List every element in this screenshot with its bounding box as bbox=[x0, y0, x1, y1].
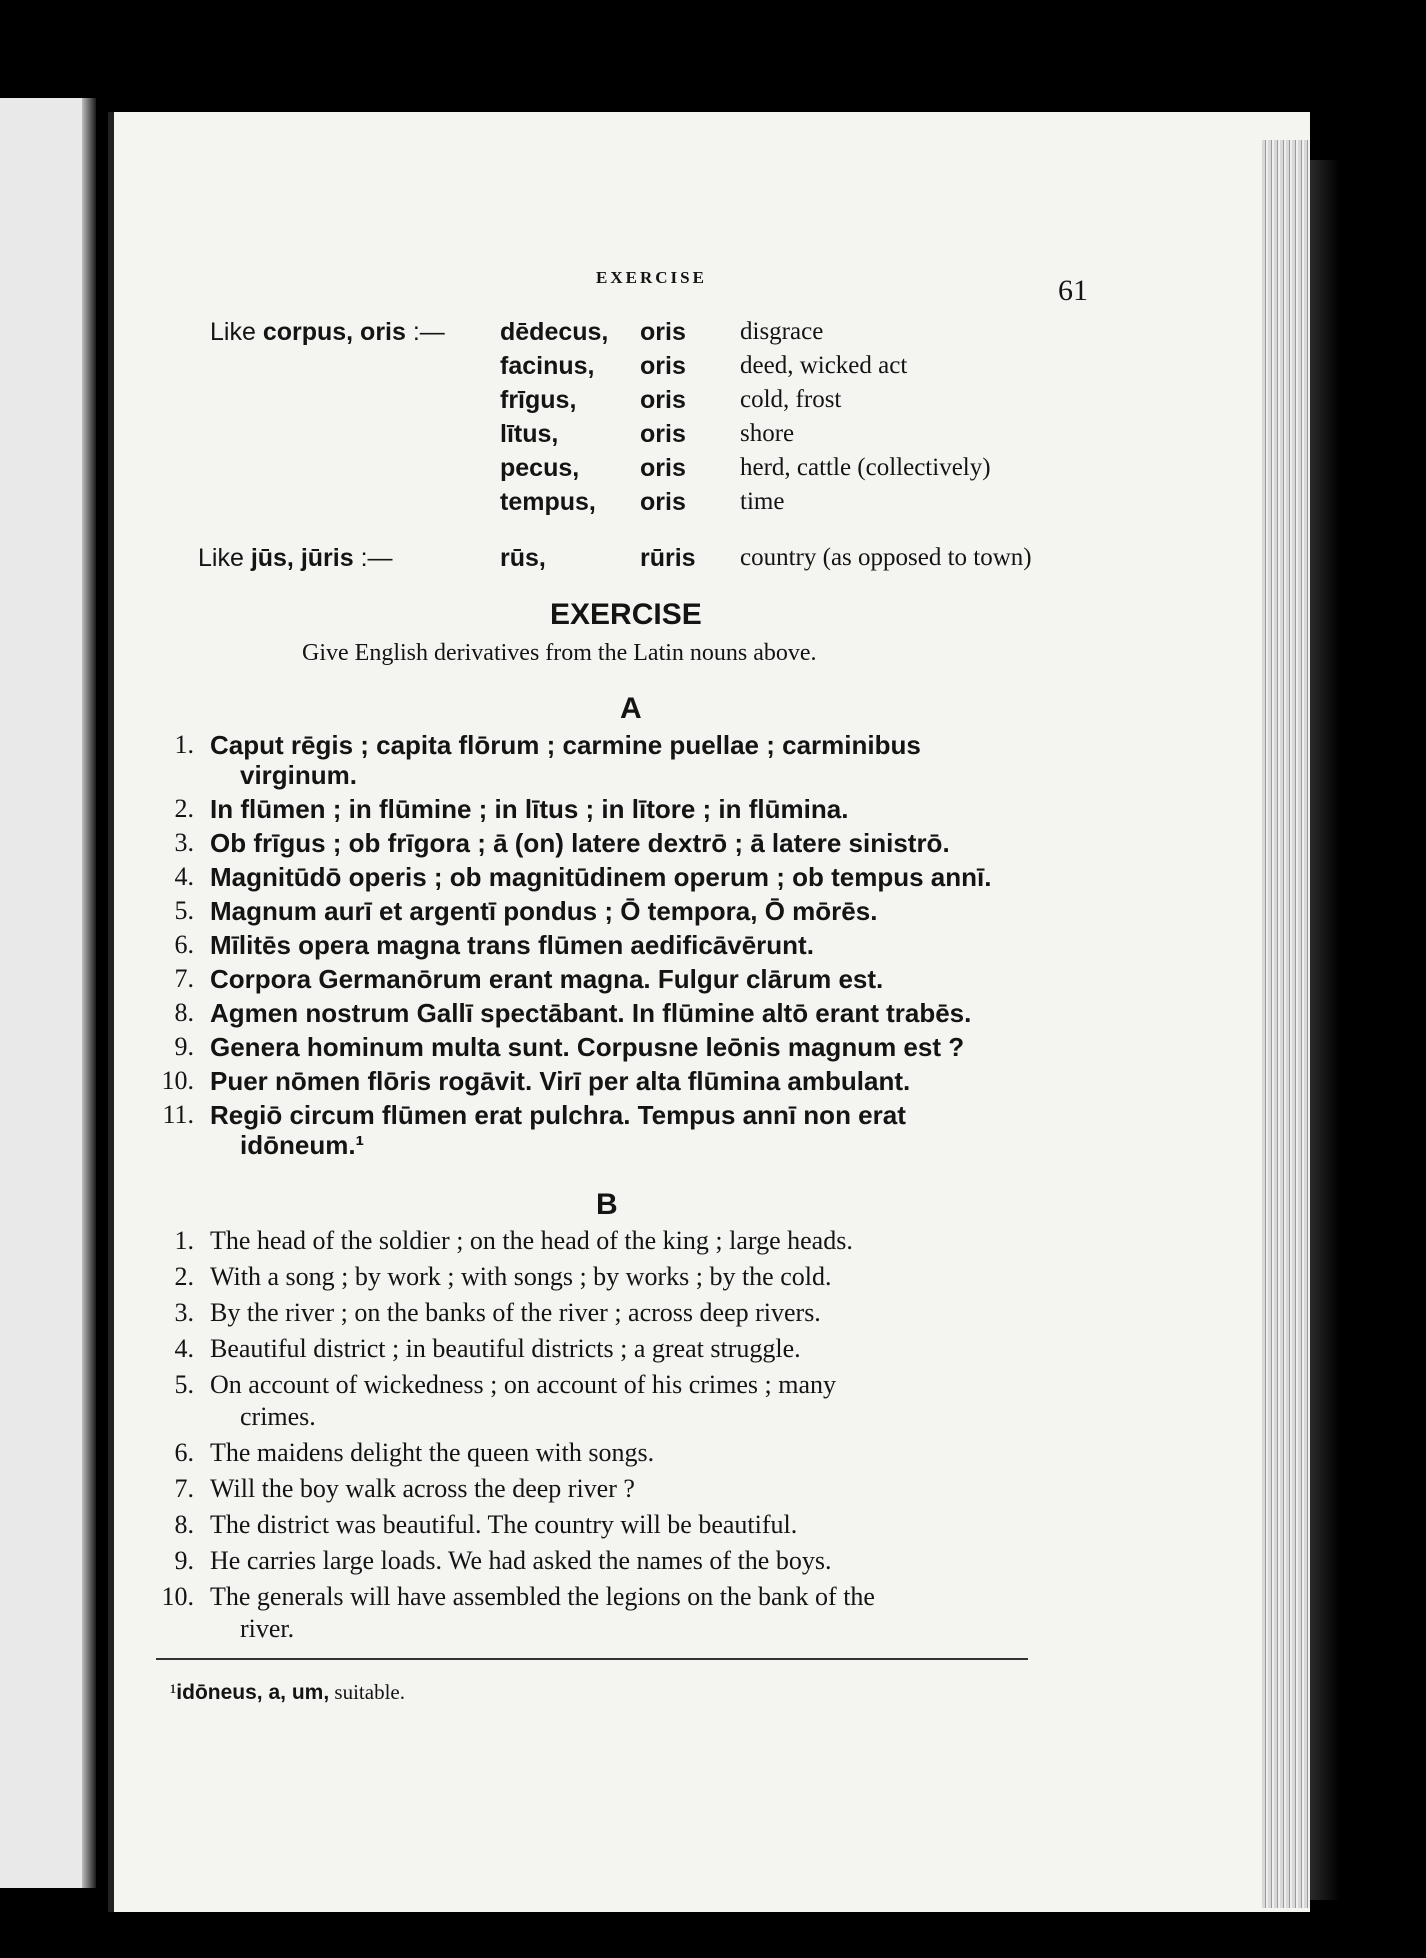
item-text: Beautiful district ; in beautiful districts ; a great struggle. bbox=[210, 1334, 801, 1363]
item-text: In flūmen ; in flūmine ; in lītus ; in lītore ; in flūmina. bbox=[210, 794, 849, 824]
genitive: oris bbox=[640, 352, 686, 380]
footnote-word: idōneus, a, um, bbox=[176, 1681, 330, 1704]
item-number: 4. bbox=[174, 1334, 194, 1363]
item-text: Puer nōmen flōris rogāvit. Virī per alta flūmina ambulant. bbox=[210, 1066, 911, 1096]
item-text: Ob frīgus ; ob frīgora ; ā (on) latere dextrō ; ā latere sinistrō. bbox=[210, 828, 950, 858]
item-number: 4. bbox=[174, 862, 194, 891]
label-text: Like bbox=[198, 544, 251, 572]
item-text: Will the boy walk across the deep river ? bbox=[210, 1474, 635, 1503]
item-number: 6. bbox=[174, 1438, 194, 1467]
nominative: pecus, bbox=[500, 454, 580, 482]
label-model-word: jūs, jūris bbox=[250, 544, 354, 572]
item-text: He carries large loads. We had asked the names of the boys. bbox=[210, 1546, 832, 1575]
vocab-row bbox=[210, 488, 1090, 520]
genitive: oris bbox=[640, 386, 686, 414]
item-text: Caput rēgis ; capita flōrum ; carmine puellae ; carminibus bbox=[210, 730, 921, 760]
item-text: The maidens delight the queen with songs. bbox=[210, 1438, 655, 1467]
meaning: time bbox=[740, 488, 785, 515]
item-number: 2. bbox=[174, 794, 194, 823]
meaning: deed, wicked act bbox=[740, 352, 908, 379]
item-continuation: river. bbox=[240, 1614, 295, 1643]
vocab-row bbox=[210, 352, 1090, 384]
item-text: Magnitūdō operis ; ob magnitūdinem operum ; ob tempus annī. bbox=[210, 862, 992, 892]
label-tail: :— bbox=[405, 318, 445, 346]
vocab-row bbox=[210, 386, 1090, 418]
footnote-rule bbox=[156, 1658, 1028, 1660]
meaning: herd, cattle (collectively) bbox=[740, 454, 991, 481]
vocab-row bbox=[210, 454, 1090, 486]
book-gutter bbox=[82, 98, 96, 1888]
nominative: facinus, bbox=[500, 352, 595, 380]
exercise-instruction: Give English derivatives from the Latin nouns above. bbox=[302, 640, 817, 666]
item-text: Genera hominum multa sunt. Corpusne leōnis magnum est ? bbox=[210, 1032, 965, 1062]
item-text: The district was beautiful. The country will be beautiful. bbox=[210, 1510, 798, 1539]
item-number: 2. bbox=[174, 1262, 194, 1291]
item-text: Agmen nostrum Gallī spectābant. In flūmine altō erant trabēs. bbox=[210, 998, 972, 1028]
nominative: frīgus, bbox=[500, 386, 577, 414]
meaning: country (as opposed to town) bbox=[740, 544, 1032, 571]
item-number: 6. bbox=[174, 930, 194, 959]
label-model-word: corpus, oris bbox=[262, 318, 406, 346]
genitive: oris bbox=[640, 420, 686, 448]
item-text: With a song ; by work ; with songs ; by works ; by the cold. bbox=[210, 1262, 832, 1291]
section-a-heading: A bbox=[620, 692, 642, 725]
label-tail: :— bbox=[353, 544, 393, 572]
item-text: Regiō circum flūmen erat pulchra. Tempus annī non erat bbox=[210, 1100, 906, 1130]
genitive: oris bbox=[640, 454, 686, 482]
item-continuation: virginum. bbox=[240, 760, 358, 790]
running-head: EXERCISE bbox=[596, 268, 707, 287]
item-text: On account of wickedness ; on account of his crimes ; many bbox=[210, 1370, 836, 1399]
item-text: The head of the soldier ; on the head of the king ; large heads. bbox=[210, 1226, 853, 1255]
declension-label bbox=[198, 544, 393, 573]
footnote-gloss: suitable. bbox=[329, 1680, 405, 1704]
item-number: 3. bbox=[174, 828, 194, 857]
meaning: cold, frost bbox=[740, 386, 842, 413]
item-number: 3. bbox=[174, 1298, 194, 1327]
genitive: oris bbox=[640, 488, 686, 516]
page-stack-edges bbox=[1262, 140, 1310, 1908]
item-number: 10. bbox=[161, 1066, 194, 1095]
item-text: Corpora Germanōrum erant magna. Fulgur clārum est. bbox=[210, 964, 884, 994]
declension-label bbox=[210, 318, 445, 347]
item-number: 7. bbox=[174, 1474, 194, 1503]
item-number: 5. bbox=[174, 896, 194, 925]
item-number: 10. bbox=[161, 1582, 194, 1611]
previous-page-edge bbox=[0, 98, 96, 1888]
genitive: oris bbox=[640, 318, 686, 346]
book-cover-edge bbox=[1310, 160, 1340, 1900]
item-number: 1. bbox=[174, 1226, 194, 1255]
genitive: rūris bbox=[640, 544, 696, 572]
item-number: 7. bbox=[174, 964, 194, 993]
nominative: tempus, bbox=[500, 488, 596, 516]
item-number: 11. bbox=[162, 1100, 194, 1129]
item-number: 5. bbox=[174, 1370, 194, 1399]
section-b-heading: B bbox=[596, 1188, 618, 1221]
item-number: 1. bbox=[174, 730, 194, 759]
item-number: 9. bbox=[174, 1546, 194, 1575]
nominative: dēdecus, bbox=[500, 318, 609, 346]
vocab-row bbox=[210, 318, 1090, 350]
item-number: 8. bbox=[174, 1510, 194, 1539]
meaning: disgrace bbox=[740, 318, 824, 345]
vocab-row bbox=[198, 544, 1090, 576]
label-text: Like bbox=[210, 318, 263, 346]
item-continuation: idōneum.¹ bbox=[240, 1130, 365, 1160]
meaning: shore bbox=[740, 420, 795, 447]
nominative: rūs, bbox=[500, 544, 546, 572]
footnote bbox=[170, 1680, 405, 1705]
exercise-title: EXERCISE bbox=[550, 598, 702, 631]
item-text: Mīlitēs opera magna trans flūmen aedificāvērunt. bbox=[210, 930, 814, 960]
nominative: lītus, bbox=[500, 420, 559, 448]
page-number: 61 bbox=[1058, 274, 1088, 307]
vocab-row bbox=[210, 420, 1090, 452]
item-text: Magnum aurī et argentī pondus ; Ō tempora, Ō mōrēs. bbox=[210, 896, 878, 926]
item-number: 8. bbox=[174, 998, 194, 1027]
footnote-marker: ¹ bbox=[170, 1680, 177, 1704]
item-text: The generals will have assembled the legions on the bank of the bbox=[210, 1582, 875, 1611]
item-continuation: crimes. bbox=[240, 1402, 316, 1431]
item-text: By the river ; on the banks of the river ; across deep rivers. bbox=[210, 1298, 821, 1327]
item-number: 9. bbox=[174, 1032, 194, 1061]
